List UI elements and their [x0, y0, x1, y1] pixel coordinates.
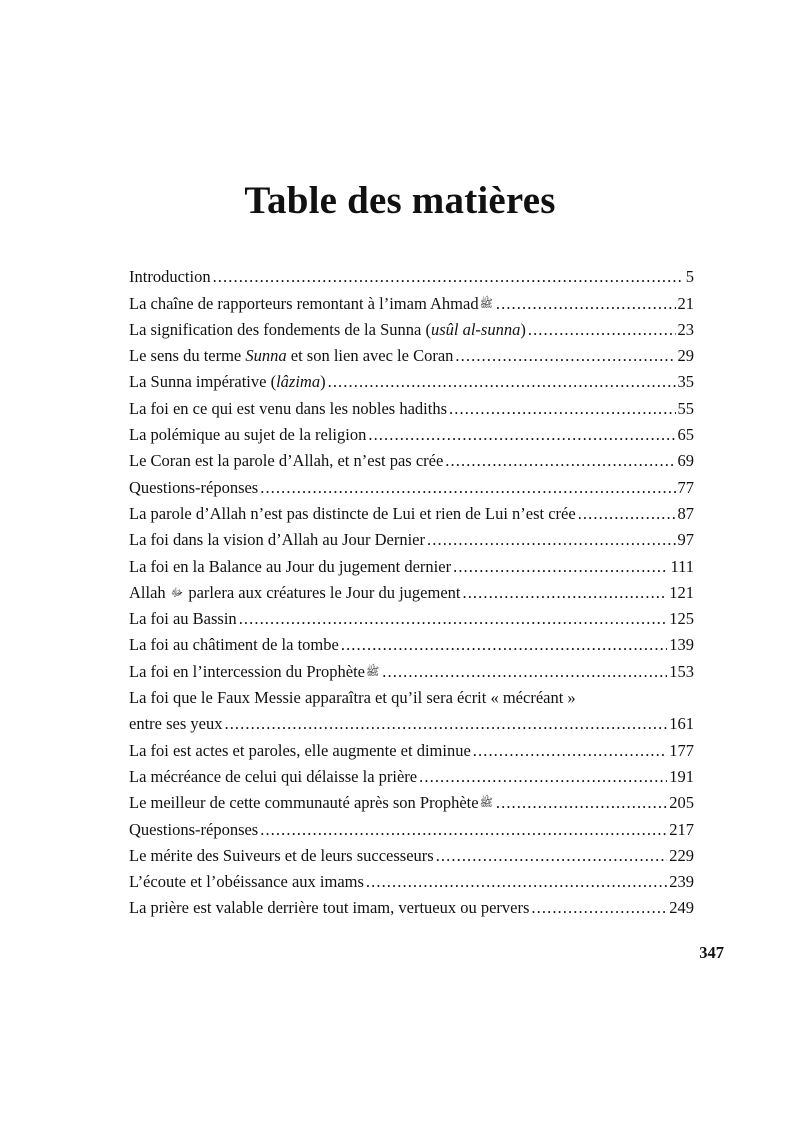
toc-page-number: 153 [669, 661, 694, 681]
dot-leader [419, 766, 667, 788]
toc-entry[interactable] [129, 578, 694, 604]
toc-entry-title [129, 819, 258, 841]
dot-leader [449, 398, 675, 420]
toc-title-text: La signification des fondements de la Sunna ( [129, 319, 431, 339]
toc-entry[interactable] [129, 788, 694, 814]
toc-title-text: Questions-réponses [129, 819, 259, 839]
toc-title-text: La Sunna impérative ( [129, 372, 277, 392]
dot-leader [578, 503, 676, 525]
dot-leader [224, 713, 667, 735]
toc-entry[interactable] [129, 814, 694, 840]
dot-leader [445, 450, 675, 472]
toc-entry-title [129, 871, 364, 893]
honorific-seal-icon: ﷺ [479, 797, 493, 810]
dot-leader [462, 582, 667, 604]
toc-title-text: La foi dans la vision d’Allah au Jour Dernier [129, 530, 426, 550]
toc-page-number: 217 [669, 819, 694, 839]
toc-page-number: 161 [669, 714, 694, 734]
toc-title-text: Questions-réponses [129, 477, 259, 497]
toc-entry-title [129, 503, 576, 525]
toc-entry[interactable] [129, 735, 694, 761]
dot-leader [328, 371, 676, 393]
toc-title-text: Le sens du terme [129, 346, 246, 366]
toc-page-number: 65 [677, 425, 694, 445]
dot-leader [427, 529, 675, 551]
dot-leader [473, 740, 667, 762]
toc-entry-title [129, 661, 380, 683]
toc-page-number: 125 [669, 609, 694, 629]
toc-entry-title [129, 766, 417, 788]
toc-entry[interactable] [129, 551, 694, 577]
toc-entry-title [129, 740, 471, 762]
dot-leader [260, 477, 675, 499]
toc-entry-title [129, 477, 258, 499]
toc-entry[interactable] [129, 525, 694, 551]
toc-title-text: La foi en ce qui est venu dans les nobles hadiths [129, 398, 448, 418]
toc-page-number: 239 [669, 872, 694, 892]
page-title: Table des matières [244, 179, 556, 222]
toc-entry-title: La foi que le Faux Messie apparaîtra et qu’il sera écrit « mécréant » [129, 687, 576, 707]
toc-title-text: La foi en la Balance au Jour du jugement dernier [129, 556, 452, 576]
table-of-contents [129, 262, 694, 919]
toc-entry-title [129, 424, 366, 446]
dot-leader [436, 845, 668, 867]
toc-title-text: La prière est valable derrière tout imam, vertueux ou pervers [129, 898, 530, 918]
toc-title-text: La foi au Bassin [129, 609, 237, 629]
toc-page-number: 97 [677, 530, 694, 550]
toc-page-number: 191 [669, 766, 694, 786]
toc-entry-title [129, 293, 494, 315]
toc-page-number: 5 [685, 267, 694, 287]
toc-page-number: 23 [677, 319, 694, 339]
toc-entry[interactable] [129, 630, 694, 656]
toc-entry-title [129, 266, 211, 288]
toc-title-text: Introduction [129, 267, 211, 287]
toc-entry[interactable] [129, 472, 694, 498]
honorific-seal-icon: ﷺ [365, 665, 380, 678]
toc-title-text: Le meilleur de cette communauté après son Prophète [129, 793, 479, 813]
toc-entry[interactable] [129, 341, 694, 367]
toc-page-number: 35 [677, 372, 694, 392]
toc-page-number: 87 [677, 503, 694, 523]
toc-entry[interactable] [129, 262, 694, 288]
toc-page-number: 249 [669, 898, 694, 918]
toc-page-number: 177 [669, 740, 694, 760]
toc-entry-title [129, 582, 460, 604]
toc-title-text: L’écoute et l’obéissance aux imams [129, 872, 364, 892]
toc-entry-title [129, 608, 237, 630]
dot-leader [239, 608, 668, 630]
toc-page-number: 139 [669, 635, 694, 655]
dot-leader [260, 819, 667, 841]
toc-title-text: La foi au châtiment de la tombe [129, 635, 339, 655]
toc-entry[interactable] [129, 420, 694, 446]
dot-leader [341, 634, 667, 656]
toc-title-text: ) [320, 372, 326, 392]
toc-entry[interactable] [129, 656, 694, 682]
toc-title-text: ) [520, 319, 526, 339]
toc-entry[interactable] [129, 315, 694, 341]
toc-entry-title [129, 319, 526, 341]
honorific-seal-icon: ﷻ [170, 586, 184, 599]
dot-leader [368, 424, 675, 446]
toc-entry[interactable] [129, 446, 694, 472]
toc-entry-title [129, 556, 451, 578]
toc-title-text: La chaîne de rapporteurs remontant à l’imam Ahmad [129, 293, 479, 313]
toc-title-text: La parole d’Allah n’est pas distincte de Lui et rien de Lui n’est crée [129, 503, 576, 523]
toc-entry-title-continued: entre ses yeux [129, 714, 223, 734]
toc-entry-title [129, 398, 447, 420]
page-number: 347 [699, 943, 724, 962]
toc-page-number: 205 [669, 793, 694, 813]
toc-entry[interactable] [129, 288, 694, 314]
toc-entry-title [129, 634, 339, 656]
toc-entry[interactable] [129, 367, 694, 393]
toc-entry-title [129, 792, 494, 814]
dot-leader [496, 293, 676, 315]
toc-title-text: et son lien avec le Coran [286, 346, 454, 366]
toc-title-text: Le mérite des Suiveurs et de leurs successeurs [129, 845, 434, 865]
toc-entry-title [129, 450, 443, 472]
toc-title-text: Le Coran est la parole d’Allah, et n’est pas crée [129, 451, 444, 471]
dot-leader [366, 871, 667, 893]
toc-title-text: La polémique au sujet de la religion [129, 425, 367, 445]
toc-entry[interactable] [129, 841, 694, 867]
toc-page-number: 69 [677, 451, 694, 471]
dot-leader [455, 345, 675, 367]
dot-leader [213, 266, 682, 288]
toc-title-italic: lâzima [276, 372, 321, 392]
dot-leader [382, 661, 667, 683]
dot-leader [528, 319, 676, 341]
dot-leader [496, 792, 667, 814]
dot-leader [453, 556, 668, 578]
toc-page-number: 29 [677, 346, 694, 366]
toc-title-text: La foi en l’intercession du Prophète [129, 661, 365, 681]
toc-page-number: 121 [669, 582, 694, 602]
toc-entry-title [129, 845, 434, 867]
toc-title-italic: usûl al-sunna [430, 319, 521, 339]
honorific-seal-icon: ﷺ [479, 297, 493, 310]
toc-title-text: Allah [129, 582, 166, 602]
toc-title-italic: Sunna [245, 346, 287, 366]
toc-entry[interactable] [129, 867, 694, 893]
toc-entry[interactable] [129, 762, 694, 788]
toc-entry-title [129, 371, 326, 393]
toc-entry[interactable] [129, 893, 694, 919]
toc-page-number: 111 [670, 556, 694, 576]
toc-page-number: 77 [677, 477, 694, 497]
toc-title-text: parlera aux créatures le Jour du jugement [184, 582, 461, 602]
toc-page-number: 229 [669, 845, 694, 865]
toc-entry[interactable] [129, 499, 694, 525]
toc-entry-title [129, 897, 529, 919]
toc-page-number: 55 [677, 398, 694, 418]
dot-leader [531, 897, 667, 919]
toc-entry[interactable] [129, 604, 694, 630]
toc-entry[interactable] [129, 393, 694, 419]
toc-title-text: La mécréance de celui qui délaisse la prière [129, 766, 418, 786]
toc-entry-title [129, 345, 453, 367]
toc-entry[interactable] [129, 683, 694, 736]
toc-entry-title [129, 529, 425, 551]
toc-page-number: 21 [677, 293, 694, 313]
toc-title-text: La foi est actes et paroles, elle augmente et diminue [129, 740, 471, 760]
